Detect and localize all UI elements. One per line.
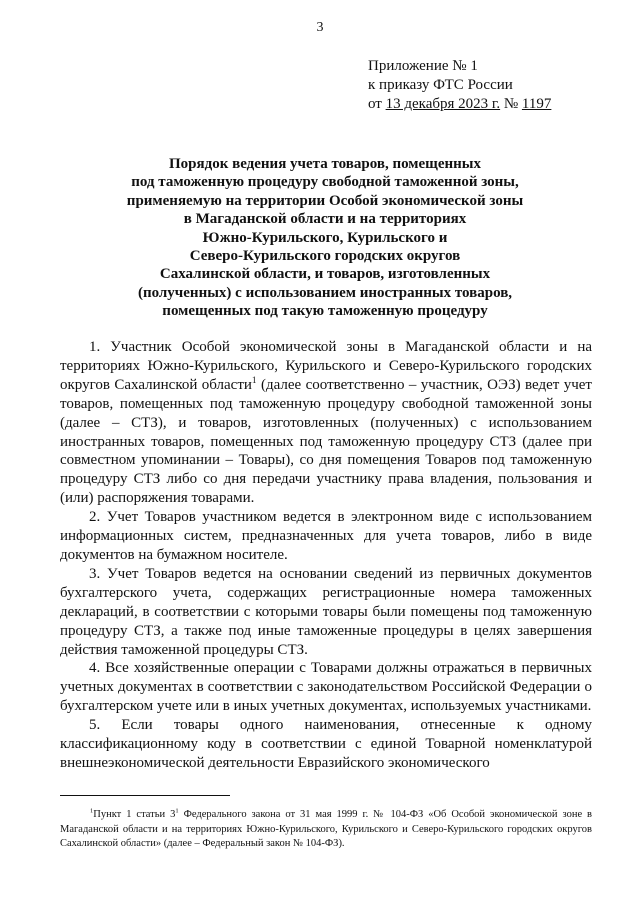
appendix-line: Приложение № 1	[368, 58, 478, 74]
paragraph-4: 4. Все хозяйственные операции с Товарами должны отражаться в первичных учетных документах в соответствии с законодательством Российской Федерации о бухгалтерском учете или в иных учетных документах, используемых участниками.	[60, 660, 592, 715]
title-line: Порядок ведения учета товаров, помещенных	[169, 156, 481, 172]
appendix-block	[368, 57, 551, 114]
footnote-ref: 1	[251, 375, 257, 386]
title-line: (полученных) с использованием иностранных товаров,	[137, 284, 513, 301]
footnote-sup: 1	[175, 807, 179, 815]
document-title	[60, 155, 590, 321]
title-line: Сахалинской области, и товаров, изготовленных	[159, 266, 491, 283]
title-line: помещенных под такую таможенную процедуру	[162, 303, 488, 320]
page-number: 3	[316, 20, 324, 35]
order-reference: к приказу ФТС России	[368, 77, 513, 93]
paragraph-2: 2. Учет Товаров участником ведется в электронном виде с использованием информационных систем, предназначенных для учета товаров, либо в виде документов на бумажном носителе.	[60, 509, 592, 563]
footnote: $^1$Пункт 1 статьи $3^1$ Федерального закона от 31 мая 1999 г. № 104-ФЗ «Об Особой экономической зоне в Магаданской области и на территориях Южно-Курильского, Курильского и Северо-Курильского городских округов Сахалинской области» (далее – Федеральный закон № 104-ФЗ).	[60, 807, 593, 849]
footnote-marker: 1	[90, 807, 94, 815]
order-date-line	[368, 95, 551, 114]
order-date: 13 декабря 2023 г.	[385, 96, 501, 112]
number-prefix: №	[503, 96, 519, 112]
title-line: применяемую на территории Особой экономической зоны	[126, 192, 524, 209]
title-line: под таможенную процедуру свободной таможенной зоны,	[131, 174, 519, 191]
footnote-divider	[60, 795, 230, 796]
order-number: 1197	[521, 96, 552, 112]
paragraph-1: 1. Участник Особой экономической зоны в Магаданской области и на территориях Южно-Курильского, Курильского и Северо-Курильского городских округов Сахалинской области$^1$ (далее соответственно – участник, ОЭЗ) ведет учет товаров, помещенных под таможенную процедуру свободной таможенной зоны (далее – СТЗ), и товаров, изготовленных (полученных) с использованием иностранных товаров, помещенных под таможенную процедуру СТЗ (далее при совместном упоминании – Товары), со дня помещения Товаров под таможенную процедуру СТЗ либо со дня передачи участнику права владения, пользования и (или) распоряжения товарами.	[60, 339, 592, 507]
title-line: Северо-Курильского городских округов	[189, 248, 461, 265]
paragraph-5: 5. Если товары одного наименования, отнесенные к одному классификационному коду в соответствии с единой Товарной номенклатурой внешнеэкономической деятельности Евразийского экономического	[60, 717, 592, 771]
title-line: в Магаданской области и на территориях	[183, 211, 467, 228]
document-body	[60, 338, 592, 773]
paragraph-3: 3. Учет Товаров ведется на основании сведений из первичных документов бухгалтерского учета, содержащих регистрационные номера таможенных деклараций, в соответствии с которыми товары были помещены под таможенную процедуру СТЗ, а также под иные таможенные процедуры в целях завершения действия таможенной процедуры СТЗ.	[60, 565, 592, 658]
date-prefix: от	[368, 96, 382, 112]
title-line: Южно-Курильского, Курильского и	[202, 229, 448, 246]
